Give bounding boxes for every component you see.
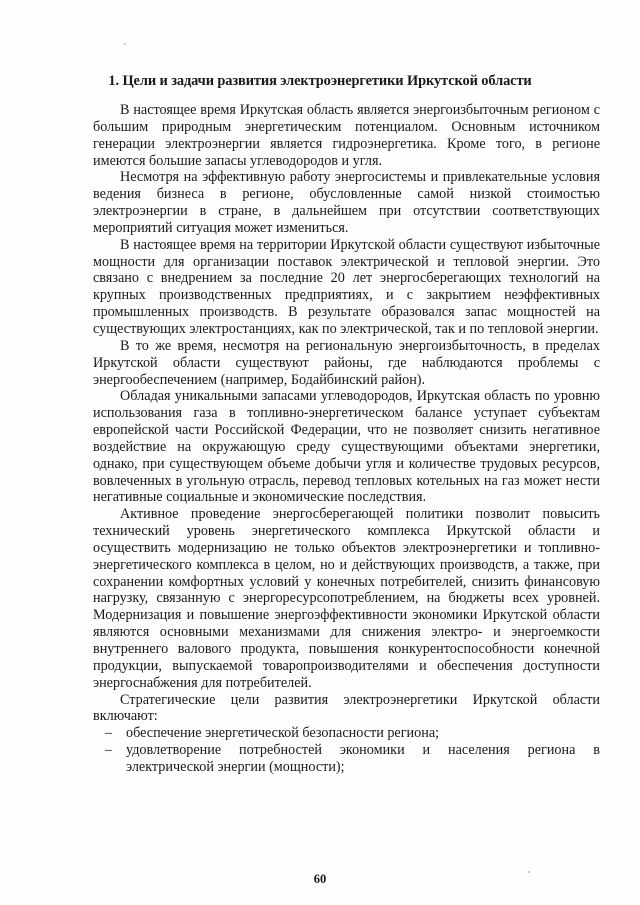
paragraph: В то же время, несмотря на региональную энергоизбыточность, в пределах Иркутской области существуют районы, где наблюдаются проблемы с энергообеспечением (например, Бодайбинский район). (93, 337, 600, 388)
paragraph: Обладая уникальными запасами углеводородов, Иркутская область по уровню использования газа в топливно-энергетическом балансе уступает субъектам европейской части Российской Федерации, что не позволяет снизить негативное воздействие на окружающую среду существующими объектами энергетики, однако, при существующем объеме добычи угля и количестве трудовых ресурсов, вовлеченных в угольную отрасль, перевод тепловых котельных на газ может нести негативные социальные и экономические последствия. (93, 388, 600, 506)
paragraph: Стратегические цели развития электроэнергетики Иркутской области включают: (93, 691, 600, 725)
page-number: 60 (313, 872, 327, 886)
goals-list (93, 725, 600, 776)
paragraph: В настоящее время Иркутская область является энергоизбыточным регионом с большим природным энергетическим потенциалом. Основным источником генерации электроэнергии является гидроэнергетика. Кроме того, в регионе имеются большие запасы углеводородов и угля. (93, 102, 600, 169)
list-item-text: обеспечение энергетической безопасности региона; (126, 725, 440, 742)
paragraph: В настоящее время на территории Иркутской области существуют избыточные мощности для организации поставок электрической и тепловой энергии. Это связано с внедрением за последние 20 лет энергосберегающих технологий на крупных производственных предприятиях, и с закрытием неэффективных промышленных производств. В результате образовался запас мощностей на существующих электростанциях, как по электрической, так и по тепловой энергии. (93, 236, 600, 337)
list-item (93, 742, 600, 776)
section-heading: 1. Цели и задачи развития электроэнергетики Иркутской области (108, 73, 532, 89)
list-item (93, 725, 600, 742)
body-text (93, 102, 600, 776)
list-dash: – (105, 742, 113, 759)
list-item-text: удовлетворение потребностей экономики и населения региона в электрической энергии (мощности); (126, 742, 600, 775)
list-dash: – (105, 725, 113, 742)
scan-speck (124, 43, 126, 45)
paragraph: Активное проведение энергосберегающей политики позволит повысить технический уровень энергетического комплекса Иркутской области и осуществить модернизацию не только объектов электроэнергетики и топливно-энергетического комплекса в целом, но и действующих производств, а также, при сохранении комфортных условий у конечных потребителей, снизить финансовую нагрузку, связанную с энергоресурсопотреблением, на бюджеты всех уровней. Модернизация и повышение энергоэффективности экономики Иркутской области являются основными механизмами для снижения электро- и энергоемкости внутреннего валового продукта, повышения конкурентоспособности конечной продукции, выпускаемой товаропроизводителями и обеспечения доступности энергоснабжения для потребителей. (93, 506, 600, 691)
paragraph: Несмотря на эффективную работу энергосистемы и привлекательные условия ведения бизнеса в регионе, обусловленные самой низкой стоимостью электроэнергии в стране, в дальнейшем при отсутствии соответствующих мероприятий ситуация может измениться. (93, 169, 600, 236)
